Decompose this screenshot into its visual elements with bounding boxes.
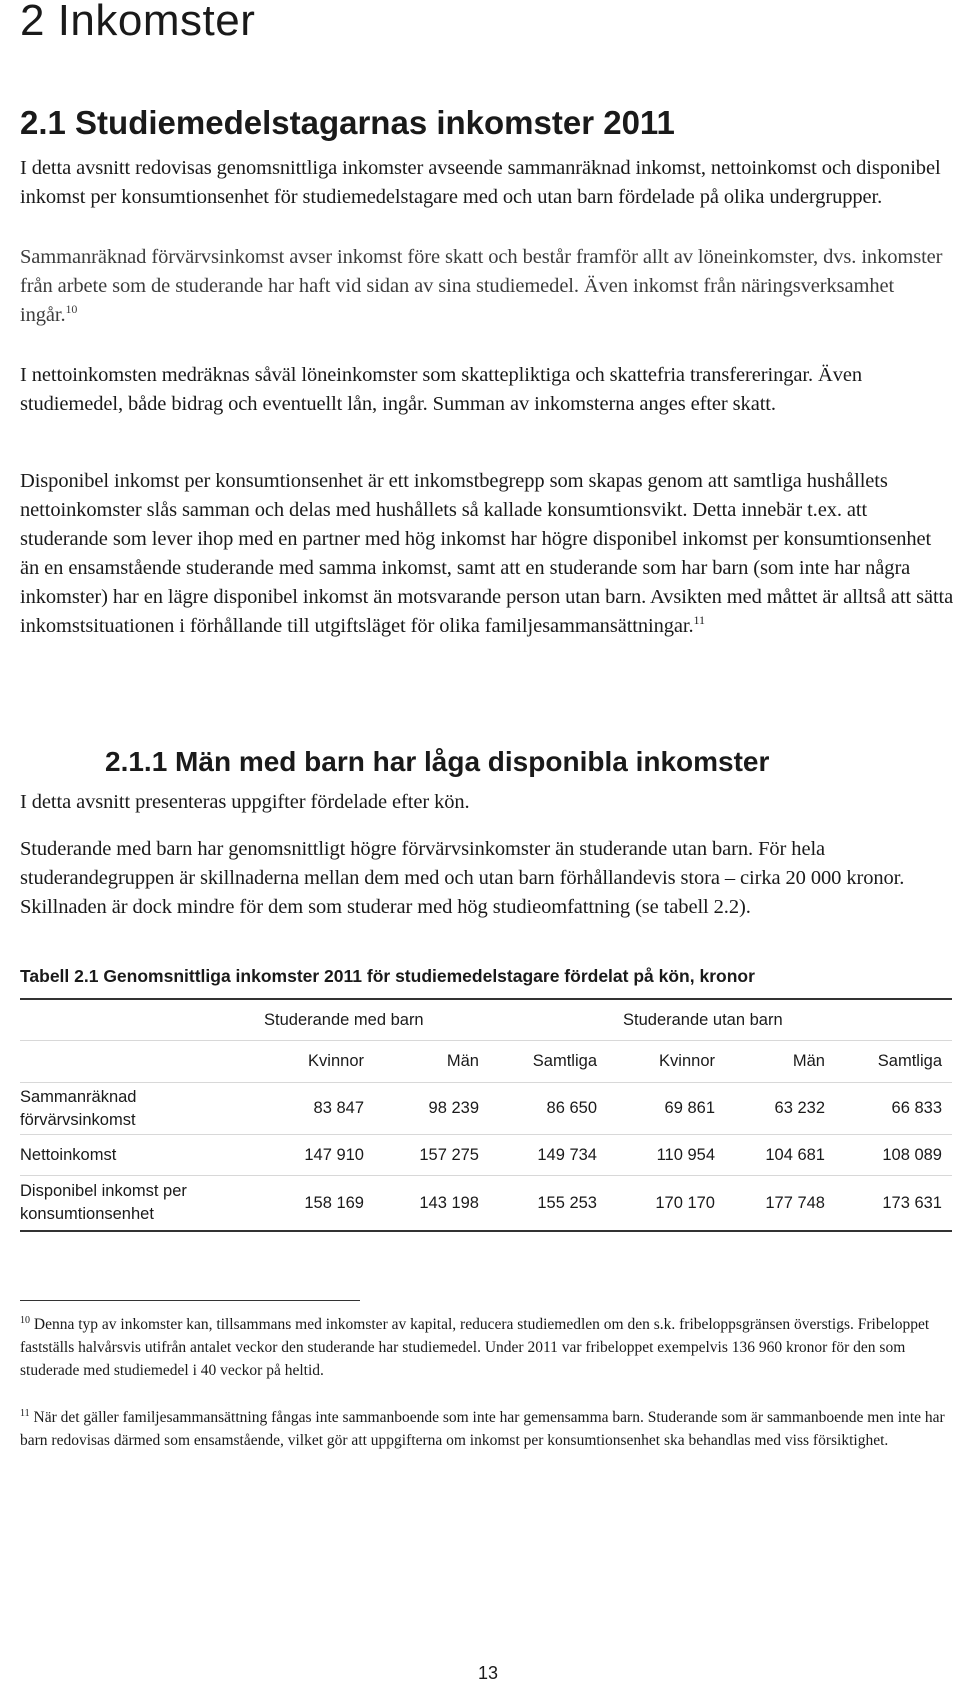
paragraph-forvarvsinkomst [20, 243, 955, 330]
table-corner-cell [20, 999, 262, 1041]
paragraph-disponibel-text: Disponibel inkomst per konsumtionsenhet är ett inkomstbegrepp som skapas genom att samtliga hushållets nettoinkomster slås samman och delas med hushållets så kallade konsumtionsvikt. Detta innebär t.ex. att studerande som lever ihop med en partner med hög inkomst har högre disponibel inkomst per konsumtionsenhet än en ensamstående studerande med samma inkomst, samt att en studerande som har barn (som inte har några inkomster) har en lägre disponibel inkomst än motsvarande person utan barn. Avsikten med måttet är alltså att sätta inkomstsituationen i förhållande till utgiftsläget för olika familjesammansättningar. [20, 470, 954, 637]
footnote-11 [20, 1406, 955, 1452]
paragraph-disponibel [20, 467, 955, 641]
footnote-ref-10: 10 [65, 302, 78, 316]
paragraph-sub-intro-text: I detta avsnitt presenteras uppgifter fördelade efter kön. [20, 791, 470, 813]
table-col-header: Kvinnor [607, 1041, 725, 1083]
table-col-header: Kvinnor [262, 1041, 374, 1083]
paragraph-sub-intro [20, 788, 955, 817]
table-cell: 147 910 [262, 1135, 374, 1176]
page-number: 13 [478, 1663, 499, 1683]
table-cell: 83 847 [262, 1083, 374, 1135]
table-group-without-children: Studerande utan barn [607, 999, 952, 1041]
footnote-10-text: Denna typ av inkomster kan, tillsammans med inkomster av kapital, reducera studiemedlen om den s.k. fribeloppsgränsen överstigs. Fribeloppet fastställs halvårsvis utifrån antalet veckor den studerande har studiemedel. Under 2011 var fribeloppet exempelvis 136 960 kronor för den som studerade med studiemedel i 40 veckor på heltid. [20, 1316, 930, 1379]
chapter-title: 2 Inkomster [20, 0, 256, 45]
table-row [20, 1135, 952, 1176]
table-cell: 158 169 [262, 1176, 374, 1232]
table-cell: 86 650 [489, 1083, 607, 1135]
table-cell: 69 861 [607, 1083, 725, 1135]
table-group-header-row [20, 999, 952, 1041]
footnote-10-number: 10 [20, 1315, 30, 1326]
table-cell: 108 089 [835, 1135, 952, 1176]
footnote-11-text: När det gäller familjesammansättning fångas inte sammanboende som inte har gemensamma barn. Studerande som är sammanboende men inte har barn redovisas därmed som ensamstående, vilket gör att uppgifterna om inkomst per konsumtionsenhet ska behandlas med viss försiktighet. [20, 1409, 945, 1449]
paragraph-nettoinkomst-text: I nettoinkomsten medräknas såväl löneinkomster som skattepliktiga och skattefria transfereringar. Även studiemedel, både bidrag och eventuellt lån, ingår. Summan av inkomsterna anges efter skatt. [20, 364, 863, 415]
footnote-10 [20, 1313, 955, 1382]
table-cell: 104 681 [725, 1135, 835, 1176]
table-row-label: Nettoinkomst [20, 1135, 262, 1176]
paragraph-sub-body-text: Studerande med barn har genomsnittligt högre förvärvsinkomster än studerande utan barn. För hela studerandegruppen är skillnaderna mellan dem med och utan barn förhållandevis stora – cirka 20 000 kronor. Skillnaden är dock mindre för dem som studerar med hög studieomfattning (se tabell 2.2). [20, 838, 905, 918]
paragraph-intro [20, 154, 955, 212]
table-cell: 66 833 [835, 1083, 952, 1135]
table-cell: 143 198 [374, 1176, 489, 1232]
table-cell: 173 631 [835, 1176, 952, 1232]
table-group-with-children: Studerande med barn [262, 999, 607, 1041]
table-cell: 110 954 [607, 1135, 725, 1176]
table-cell: 149 734 [489, 1135, 607, 1176]
paragraph-intro-text: I detta avsnitt redovisas genomsnittliga inkomster avseende sammanräknad inkomst, nettoinkomst och disponibel inkomst per konsumtionsenhet för studiemedelstagare med och utan barn fördelade på olika undergrupper. [20, 157, 941, 208]
footnote-divider [20, 1300, 360, 1301]
table-row-label: Sammanräknad förvärvsinkomst [20, 1083, 262, 1135]
paragraph-forvarvsinkomst-text: Sammanräknad förvärvsinkomst avser inkomst före skatt och består framför allt av löneinkomster, dvs. inkomster från arbete som de studerande har haft vid sidan av sina studiemedel. Även inkomst från näringsverksamhet ingår. [20, 246, 943, 326]
footnote-ref-11: 11 [693, 613, 705, 627]
table-cell: 98 239 [374, 1083, 489, 1135]
table-col-header: Män [725, 1041, 835, 1083]
table-cell: 177 748 [725, 1176, 835, 1232]
table-cell: 170 170 [607, 1176, 725, 1232]
table-row-label: Disponibel inkomst per konsumtionsenhet [20, 1176, 262, 1232]
table-col-header: Samtliga [835, 1041, 952, 1083]
paragraph-sub-body [20, 835, 955, 922]
section-title: 2.1 Studiemedelstagarnas inkomster 2011 [20, 104, 675, 141]
table-cell: 63 232 [725, 1083, 835, 1135]
table-cell: 155 253 [489, 1176, 607, 1232]
table-row [20, 1083, 952, 1135]
footnote-11-number: 11 [20, 1408, 30, 1419]
income-table [20, 998, 952, 1232]
table-caption: Tabell 2.1 Genomsnittliga inkomster 2011 för studiemedelstagare fördelat på kön, kronor [20, 966, 755, 986]
table-column-header-row [20, 1041, 952, 1083]
table-col-header: Samtliga [489, 1041, 607, 1083]
table-col-header: Män [374, 1041, 489, 1083]
paragraph-nettoinkomst [20, 361, 955, 419]
table-corner-cell [20, 1041, 262, 1083]
table-row [20, 1176, 952, 1232]
table-cell: 157 275 [374, 1135, 489, 1176]
subsection-title: 2.1.1 Män med barn har låga disponibla inkomster [105, 746, 770, 777]
